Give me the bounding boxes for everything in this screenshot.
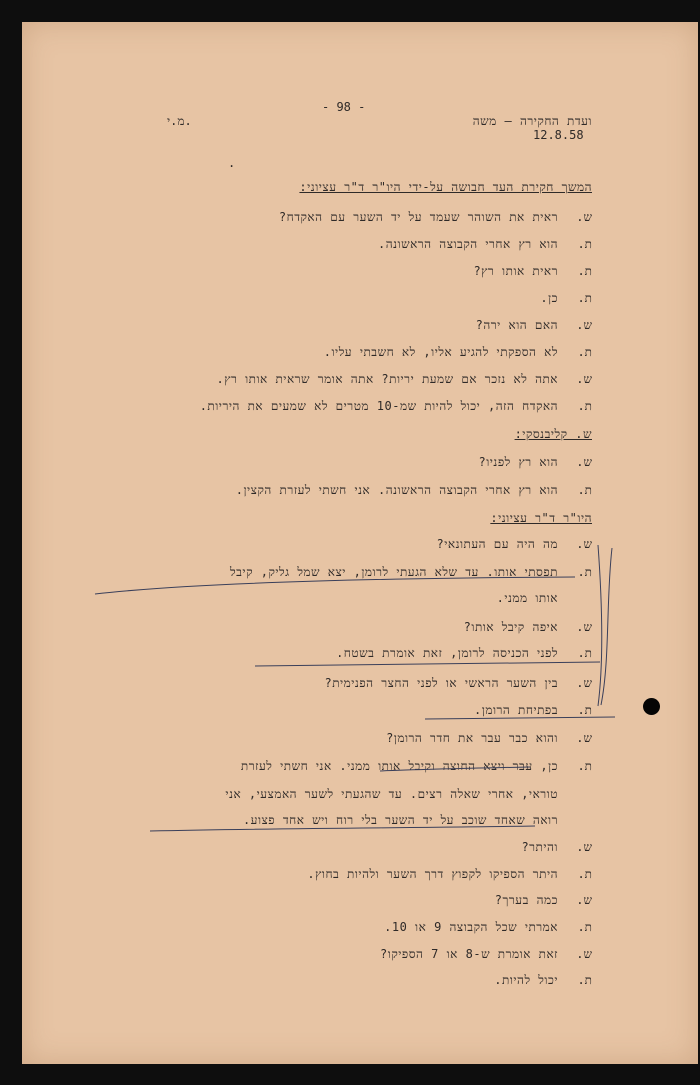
qa-marker: ת. [577,345,592,359]
qa-marker: ת. [577,291,592,305]
qa-marker: ת. [577,920,592,934]
qa-marker: ש. [576,676,592,690]
section-heading-1: המשך חקירת העד חבושה על-ידי היו"ר ד"ר עציוני: [299,180,592,194]
qa-marker: ת. [577,237,592,251]
pen-bracket [598,545,602,706]
qa-text: טוראי, אחרי שאלה רצים. עד שהגעתי לשער האמצעי, אני [225,787,558,801]
qa-text: כן. [540,291,558,305]
qa-marker: ש. [576,947,592,961]
section-heading-2: ש. קליבנסקי: [514,427,592,441]
qa-marker: ת. [577,973,592,987]
qa-marker: ש. [576,372,592,386]
qa-marker: ש. [576,840,592,854]
header-date: 12.8.58 [533,128,584,142]
qa-text: בין השער הראשי או לפני החצר הפנימית? [324,676,558,690]
header-initials: מ.י. [167,114,192,128]
qa-text: היתר הספיקו לקפוץ דרך השער ולהיות בחוץ. [307,867,558,881]
pen-underline [150,826,535,831]
qa-marker: ש. [576,318,592,332]
qa-text: הוא רץ אחרי הקבוצה הראשונה. [377,237,558,251]
qa-text: ראית את השוהר שעמד על יד השער עם האקדח? [278,210,558,224]
qa-marker: ש. [576,731,592,745]
qa-marker: ש. [576,893,592,907]
qa-text: האקדח הזה, יכול להיות שמ-10 מטרים לא שמעים את היריות. [199,399,558,413]
qa-text: כן, עבר ויצא החוצה וקיבל אותו ממני. אני חשתי לעזרת [240,759,558,773]
qa-marker: ש. [576,620,592,634]
qa-text: האם הוא ירה? [475,318,558,332]
qa-marker: ת. [577,703,592,717]
qa-text: יכול להיות. [494,973,558,987]
qa-marker: ת. [577,565,592,579]
qa-text: ראית אותו רץ? [473,264,558,278]
qa-marker: ת. [577,867,592,881]
qa-text: אותו ממני. [496,591,558,605]
continuation-dot: . [228,156,236,170]
qa-text: לפני הכניסה לרומן, זאת אומרת בשטח. [336,646,558,660]
pen-underline [425,717,615,719]
qa-marker: ש. [576,210,592,224]
qa-marker: ת. [577,483,592,497]
page-number: - 98 - [322,100,366,114]
qa-text: תפסתי אותו. עד שלא הגעתי לרומן, יצא שמל גליק, קיבל [230,565,558,579]
qa-marker: ת. [577,646,592,660]
qa-text: אתה לא נזכר אם שמעת יריות? אתה אומר שראית אותו רץ. [216,372,558,386]
qa-text: לא הספקתי להגיע אליו, לא חשבתי עליו. [323,345,558,359]
qa-marker: ת. [577,399,592,413]
qa-text: הוא רץ אחרי הקבוצה הראשונה. אני חשתי לעזרת הקצין. [235,483,558,497]
qa-marker: ש. [576,455,592,469]
qa-text: איפה קיבל אותו? [463,620,558,634]
qa-text: והוא כבר עבר את חדר הרומן? [386,731,558,745]
qa-text: זאת אומרת ש-8 או 7 הספיקו? [380,947,558,961]
qa-text: הוא רץ לפניו? [478,455,558,469]
qa-marker: ש. [576,537,592,551]
header-title: ועדת החקירה – משה [472,114,592,128]
pen-underline [255,662,600,666]
section-heading-3: היו"ר ד"ר עציוני: [490,511,592,525]
qa-text: רואה שאחד שוכב על יד השער בלי רוח ויש אחד פצוע. [242,813,558,827]
qa-text: והיתר? [521,840,558,854]
qa-text: כמה בערך? [494,893,558,907]
qa-marker: ת. [577,759,592,773]
qa-marker: ת. [577,264,592,278]
pen-underline [95,577,575,594]
qa-text: בפתיחת הרומן. [474,703,558,717]
pen-bracket [601,548,612,705]
qa-text: אמרתי שכל הקבוצה 9 או 10. [384,920,558,934]
qa-text: מה היה עם העתונאי? [436,537,558,551]
pen-underline [380,767,530,771]
